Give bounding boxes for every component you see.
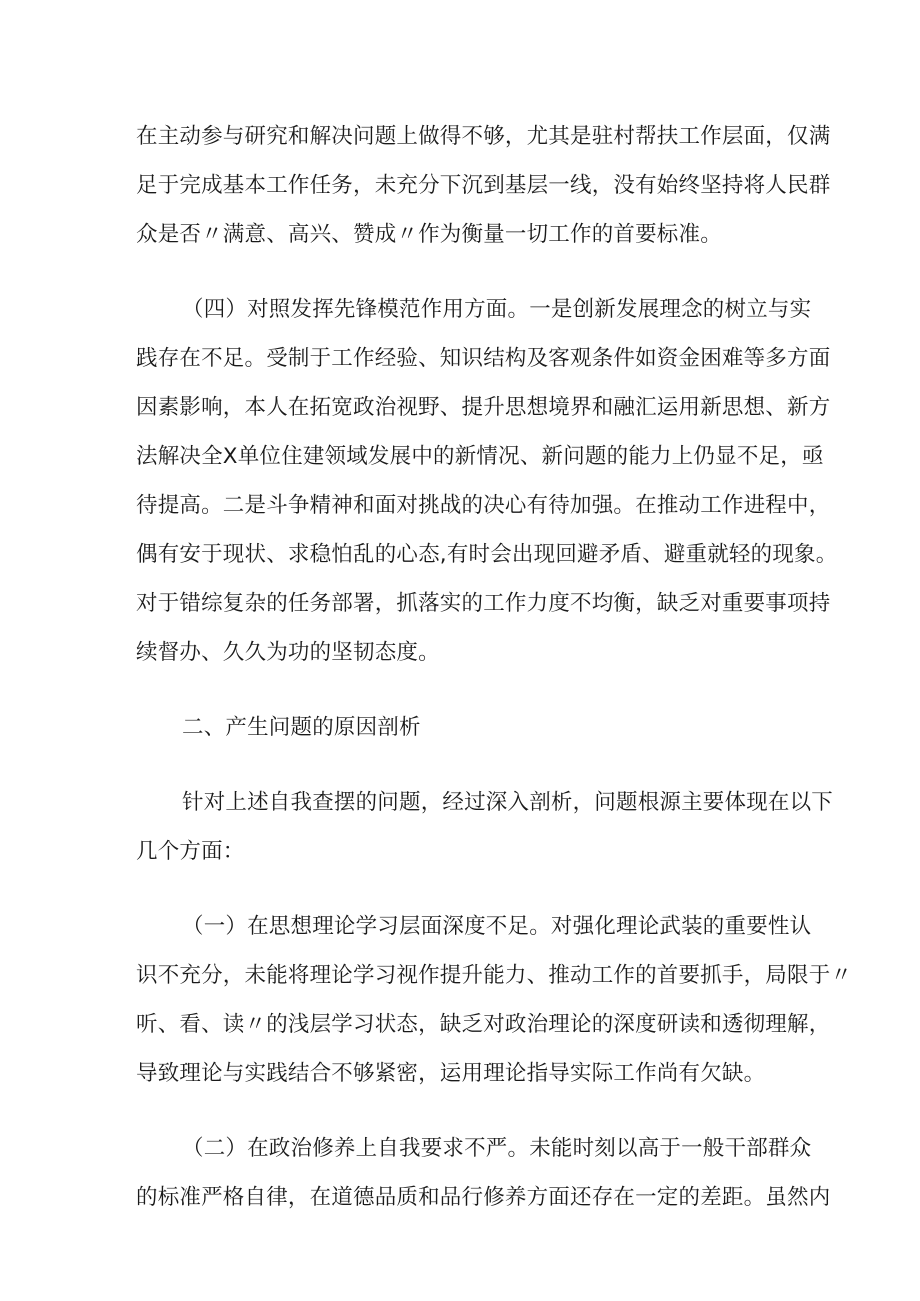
- text-line: 足于完成基本工作任务，未充分下沉到基层一线，没有始终坚持将人民群: [136, 173, 831, 198]
- text-line: （二）在政治修养上自我要求不严。未能时刻以高于一般干部群众: [182, 1136, 812, 1161]
- text-line: 针对上述自我查摆的问题，经过深入剖析，问题根源主要体现在以下: [182, 790, 834, 815]
- document-body: [136, 112, 853, 1222]
- text-line: 众是否〃满意、高兴、赞成〃作为衡量一切工作的首要标准。: [136, 222, 722, 247]
- text-line: 践存在不足。受制于工作经验、知识结构及客观条件如资金困难等多方面: [136, 346, 831, 371]
- text-line: 因素影响，本人在拓宽政治视野、提升思想境界和融汇运用新思想、新方: [136, 395, 831, 420]
- paragraph-gap: [136, 1098, 784, 1124]
- text-line: （一）在思想理论学习层面深度不足。对强化理论武装的重要性认: [182, 914, 812, 939]
- text-line: 听、看、读〃的浅层学习状态，缺乏对政治理论的深度研读和透彻理解，: [136, 1012, 831, 1037]
- text-line: 导致理论与实践结合不够紧密，运用理论指导实际工作尚有欠缺。: [136, 1061, 766, 1086]
- text-line: 在主动参与研究和解决问题上做得不够，尤其是驻村帮扶工作层面，仅满: [136, 124, 831, 149]
- paragraph-gap: [136, 876, 784, 902]
- text-line: 识不充分，未能将理论学习视作提升能力、推动工作的首要抓手，局限于〃: [136, 963, 853, 988]
- text-line: 几个方面：: [136, 839, 245, 864]
- paragraph-gap: [136, 752, 784, 778]
- section-heading: 二、产生问题的原因剖析: [182, 715, 421, 740]
- text-line: 的标准严格自律，在道德品质和品行修养方面还存在一定的差距。虽然内: [136, 1185, 831, 1210]
- text-line: 待提高。二是斗争精神和面对挑战的决心有待加强。在推动工作进程中，: [136, 493, 831, 518]
- text-line: 对于错综复杂的任务部署，抓落实的工作力度不均衡，缺乏对重要事项持: [136, 591, 831, 616]
- text-line: 续督办、久久为功的坚韧态度。: [136, 640, 440, 665]
- text-line: （四）对照发挥先锋模范作用方面。一是创新发展理念的树立与实: [182, 297, 812, 322]
- text-line: 偶有安于现状、求稳怕乱的心态,有时会出现回避矛盾、避重就轻的现象。: [136, 542, 838, 567]
- paragraph-gap: [136, 677, 784, 703]
- paragraph-gap: [136, 259, 784, 285]
- text-line: 法解决全X单位住建领域发展中的新情况、新问题的能力上仍显不足，亟: [136, 444, 824, 469]
